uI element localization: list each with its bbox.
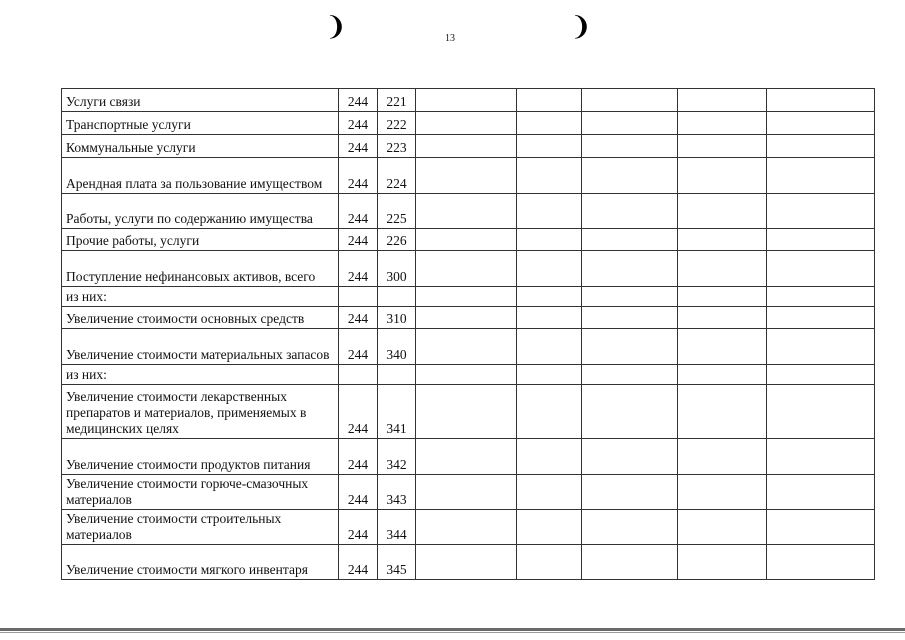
row-amount-cell <box>517 112 582 135</box>
row-amount-cell <box>767 158 875 194</box>
row-kvr-code: 244 <box>339 307 378 329</box>
row-amount-cell <box>416 89 517 112</box>
row-amount-cell <box>517 439 582 475</box>
row-amount-cell <box>416 365 517 385</box>
row-amount-cell <box>582 385 678 439</box>
row-expense-name: Увеличение стоимости мягкого инвентаря <box>62 545 339 580</box>
row-kosgu-code: 223 <box>378 135 416 158</box>
row-kosgu-code: 310 <box>378 307 416 329</box>
row-kvr-code: 244 <box>339 545 378 580</box>
row-expense-name: Увеличение стоимости строительных материалов <box>62 510 339 545</box>
row-kvr-code <box>339 365 378 385</box>
row-amount-cell <box>767 510 875 545</box>
row-expense-name: Арендная плата за пользование имуществом <box>62 158 339 194</box>
row-amount-cell <box>767 329 875 365</box>
table-row <box>62 307 875 329</box>
table-row <box>62 89 875 112</box>
row-amount-cell <box>767 287 875 307</box>
row-kosgu-code: 344 <box>378 510 416 545</box>
row-amount-cell <box>767 307 875 329</box>
row-expense-name: из них: <box>62 287 339 307</box>
row-expense-name: Увеличение стоимости основных средств <box>62 307 339 329</box>
row-kvr-code: 244 <box>339 135 378 158</box>
table-row <box>62 158 875 194</box>
row-amount-cell <box>678 307 767 329</box>
row-amount-cell <box>582 329 678 365</box>
row-kosgu-code: 343 <box>378 475 416 510</box>
table-row <box>62 194 875 229</box>
binder-hole-mark-left: ❩ <box>325 12 347 42</box>
row-expense-name: из них: <box>62 365 339 385</box>
row-amount-cell <box>582 135 678 158</box>
row-kvr-code: 244 <box>339 510 378 545</box>
row-amount-cell <box>678 439 767 475</box>
row-kvr-code: 244 <box>339 89 378 112</box>
row-expense-name: Работы, услуги по содержанию имущества <box>62 194 339 229</box>
row-expense-name: Услуги связи <box>62 89 339 112</box>
row-kvr-code: 244 <box>339 329 378 365</box>
row-amount-cell <box>517 229 582 251</box>
row-amount-cell <box>767 251 875 287</box>
row-amount-cell <box>582 287 678 307</box>
row-amount-cell <box>416 287 517 307</box>
row-amount-cell <box>517 329 582 365</box>
row-kosgu-code: 300 <box>378 251 416 287</box>
row-kosgu-code <box>378 365 416 385</box>
row-amount-cell <box>582 545 678 580</box>
table-row <box>62 251 875 287</box>
row-amount-cell <box>582 365 678 385</box>
row-expense-name: Коммунальные услуги <box>62 135 339 158</box>
row-amount-cell <box>678 475 767 510</box>
row-amount-cell <box>767 229 875 251</box>
row-kosgu-code: 224 <box>378 158 416 194</box>
row-amount-cell <box>767 365 875 385</box>
table-row <box>62 439 875 475</box>
row-amount-cell <box>678 329 767 365</box>
row-amount-cell <box>517 385 582 439</box>
row-amount-cell <box>517 545 582 580</box>
row-amount-cell <box>582 251 678 287</box>
row-amount-cell <box>678 510 767 545</box>
page-number: 13 <box>445 33 455 44</box>
row-amount-cell <box>767 545 875 580</box>
row-kosgu-code: 222 <box>378 112 416 135</box>
row-amount-cell <box>767 112 875 135</box>
row-amount-cell <box>582 475 678 510</box>
row-amount-cell <box>582 510 678 545</box>
row-amount-cell <box>517 510 582 545</box>
row-kosgu-code: 342 <box>378 439 416 475</box>
row-kvr-code: 244 <box>339 229 378 251</box>
table-row <box>62 112 875 135</box>
row-amount-cell <box>416 135 517 158</box>
row-amount-cell <box>416 510 517 545</box>
table-row <box>62 545 875 580</box>
row-amount-cell <box>517 89 582 112</box>
row-amount-cell <box>678 112 767 135</box>
scan-edge-line <box>0 628 905 631</box>
table-row <box>62 135 875 158</box>
row-amount-cell <box>678 365 767 385</box>
row-amount-cell <box>416 329 517 365</box>
row-amount-cell <box>416 475 517 510</box>
row-amount-cell <box>582 112 678 135</box>
table-row <box>62 365 875 385</box>
row-amount-cell <box>416 385 517 439</box>
table-row <box>62 385 875 439</box>
binder-hole-mark-right: ❩ <box>570 12 592 42</box>
row-expense-name: Прочие работы, услуги <box>62 229 339 251</box>
row-amount-cell <box>517 135 582 158</box>
row-amount-cell <box>582 439 678 475</box>
row-amount-cell <box>582 307 678 329</box>
row-amount-cell <box>767 439 875 475</box>
row-amount-cell <box>517 475 582 510</box>
row-kosgu-code: 340 <box>378 329 416 365</box>
row-expense-name: Транспортные услуги <box>62 112 339 135</box>
row-amount-cell <box>416 158 517 194</box>
row-amount-cell <box>416 307 517 329</box>
row-amount-cell <box>767 385 875 439</box>
row-amount-cell <box>517 194 582 229</box>
row-amount-cell <box>767 135 875 158</box>
row-amount-cell <box>678 89 767 112</box>
row-kosgu-code: 341 <box>378 385 416 439</box>
row-kvr-code <box>339 287 378 307</box>
table-row <box>62 329 875 365</box>
row-kvr-code: 244 <box>339 439 378 475</box>
row-amount-cell <box>582 194 678 229</box>
table-row <box>62 287 875 307</box>
row-amount-cell <box>517 287 582 307</box>
row-amount-cell <box>678 287 767 307</box>
row-amount-cell <box>678 229 767 251</box>
row-expense-name: Увеличение стоимости горюче-смазочных материалов <box>62 475 339 510</box>
row-amount-cell <box>416 251 517 287</box>
row-kvr-code: 244 <box>339 158 378 194</box>
row-expense-name: Поступление нефинансовых активов, всего <box>62 251 339 287</box>
row-kvr-code: 244 <box>339 194 378 229</box>
row-amount-cell <box>582 229 678 251</box>
row-amount-cell <box>767 194 875 229</box>
scan-edge-line-secondary <box>0 632 905 633</box>
row-amount-cell <box>678 135 767 158</box>
row-amount-cell <box>416 229 517 251</box>
table-row <box>62 475 875 510</box>
row-amount-cell <box>678 251 767 287</box>
row-kvr-code: 244 <box>339 112 378 135</box>
row-amount-cell <box>678 158 767 194</box>
row-amount-cell <box>582 89 678 112</box>
row-kosgu-code: 226 <box>378 229 416 251</box>
budget-table-body <box>62 89 875 580</box>
row-amount-cell <box>678 545 767 580</box>
row-amount-cell <box>678 194 767 229</box>
row-expense-name: Увеличение стоимости продуктов питания <box>62 439 339 475</box>
row-amount-cell <box>517 251 582 287</box>
table-row <box>62 510 875 545</box>
row-amount-cell <box>517 365 582 385</box>
row-amount-cell <box>416 194 517 229</box>
row-kvr-code: 244 <box>339 251 378 287</box>
row-amount-cell <box>582 158 678 194</box>
table-row <box>62 229 875 251</box>
row-amount-cell <box>767 475 875 510</box>
row-kosgu-code: 225 <box>378 194 416 229</box>
row-kvr-code: 244 <box>339 475 378 510</box>
row-amount-cell <box>416 439 517 475</box>
row-amount-cell <box>517 158 582 194</box>
row-amount-cell <box>517 307 582 329</box>
row-expense-name: Увеличение стоимости материальных запасов <box>62 329 339 365</box>
row-kosgu-code <box>378 287 416 307</box>
row-kosgu-code: 345 <box>378 545 416 580</box>
row-amount-cell <box>767 89 875 112</box>
budget-table <box>61 88 875 580</box>
row-kvr-code: 244 <box>339 385 378 439</box>
row-expense-name: Увеличение стоимости лекарственных препаратов и материалов, применяемых в медицинских целях <box>62 385 339 439</box>
row-amount-cell <box>416 545 517 580</box>
row-amount-cell <box>678 385 767 439</box>
row-amount-cell <box>416 112 517 135</box>
row-kosgu-code: 221 <box>378 89 416 112</box>
